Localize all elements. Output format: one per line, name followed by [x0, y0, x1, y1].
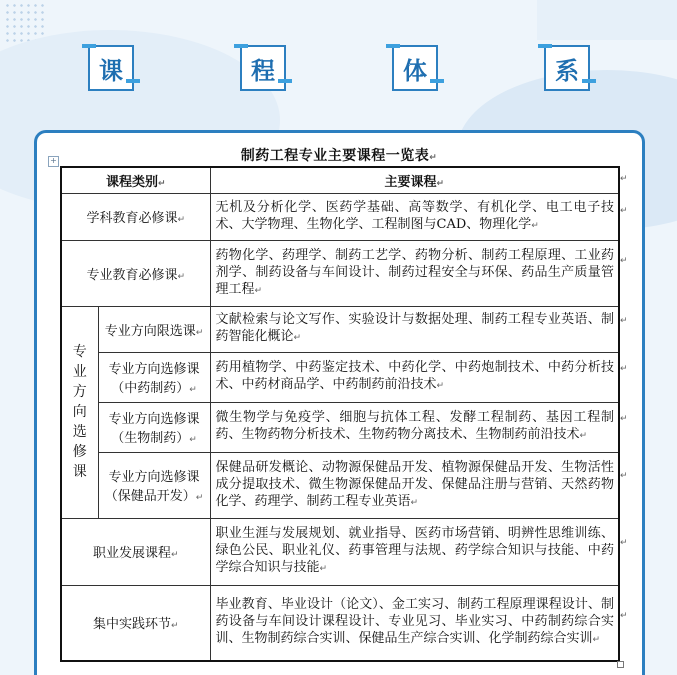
- courses-cell: 文献检索与论文写作、实验设计与数据处理、制药工程专业英语、制药智能化概论↵: [210, 306, 619, 352]
- subcategory-cell: 专业方向限选课↵: [98, 306, 210, 352]
- title-char: 系: [555, 56, 579, 85]
- header-category: 课程类别↵: [61, 167, 210, 193]
- row-end-marks: ↵ ↵ ↵ ↵ ↵ ↵ ↵ ↵ ↵: [620, 174, 628, 621]
- courses-cell: 微生物学与免疫学、细胞与抗体工程、发酵工程制药、基因工程制药、生物药物分析技术、生物药物分离技术、生物制药前沿技术↵: [210, 402, 619, 452]
- subcategory-cell: 专业方向选修课 （生物制药）↵: [98, 402, 210, 452]
- subcategory-cell: 专业方向选修课 （中药制药）↵: [98, 352, 210, 402]
- title-char: 体: [403, 56, 427, 85]
- courses-cell: 药用植物学、中药鉴定技术、中药化学、中药炮制技术、中药分析技术、中药材商品学、中药制药前沿技术↵: [210, 352, 619, 402]
- courses-cell: 职业生涯与发展规划、就业指导、医药市场营销、明辨性思维训练、绿色公民、职业礼仪、药事管理与法规、药学综合知识与技能、中药学综合知识与技能↵: [210, 518, 619, 585]
- courses-cell: 药物化学、药理学、制药工艺学、药物分析、制药工程原理、工业药剂学、制药设备与车间设计、制药过程安全与环保、药品生产质量管理工程↵: [210, 240, 619, 306]
- table-row: [61, 240, 619, 306]
- table-row: [61, 585, 619, 661]
- table-row: [61, 193, 619, 240]
- table-resize-handle-icon[interactable]: [617, 661, 624, 668]
- title-char-box: [392, 45, 438, 91]
- table-move-handle-icon[interactable]: +: [48, 156, 59, 167]
- table-row: [61, 452, 619, 518]
- category-cell: 职业发展课程↵: [61, 518, 210, 585]
- category-cell: 集中实践环节↵: [61, 585, 210, 661]
- subcategory-cell: 专业方向选修课 （保健品开发）↵: [98, 452, 210, 518]
- title-char-box: [240, 45, 286, 91]
- title-char: 程: [251, 56, 275, 85]
- table-header-row: [61, 167, 619, 193]
- courses-cell: 无机及分析化学、医药学基础、高等数学、有机化学、电工电子技术、大学物理、生物化学、工程制图与CAD、物理化学↵: [210, 193, 619, 240]
- decorative-dots: [4, 2, 44, 42]
- course-table: [60, 166, 620, 662]
- courses-cell: 毕业教育、毕业设计（论文）、金工实习、制药工程原理课程设计、制药设备与车间设计课程设计、专业见习、毕业实习、中药制药综合实训、生物制药综合实训、保健品生产综合实训、化学制药综合实训↵: [210, 585, 619, 661]
- table-row: [61, 306, 619, 352]
- table-row: [61, 518, 619, 585]
- background-wave: [537, 0, 677, 40]
- courses-cell: 保健品研发概论、动物源保健品开发、植物源保健品开发、生物活性成分提取技术、微生物源保健品开发、保健品注册与营销、天然药物化学、药理学、制药工程专业英语↵: [210, 452, 619, 518]
- table-row: [61, 352, 619, 402]
- title-char-box: [88, 45, 134, 91]
- title-char: 课: [99, 56, 123, 85]
- paragraph-mark-icon: ↵: [429, 153, 438, 163]
- header-courses: 主要课程↵: [210, 167, 619, 193]
- table-row: [61, 402, 619, 452]
- category-cell: 专业教育必修课↵: [61, 240, 210, 306]
- group-category-cell: 专 业 方 向 选 修 课: [61, 306, 98, 518]
- category-cell: 学科教育必修课↵: [61, 193, 210, 240]
- title-char-box: [544, 45, 590, 91]
- table-caption: 制药工程专业主要课程一览表↵: [240, 148, 438, 164]
